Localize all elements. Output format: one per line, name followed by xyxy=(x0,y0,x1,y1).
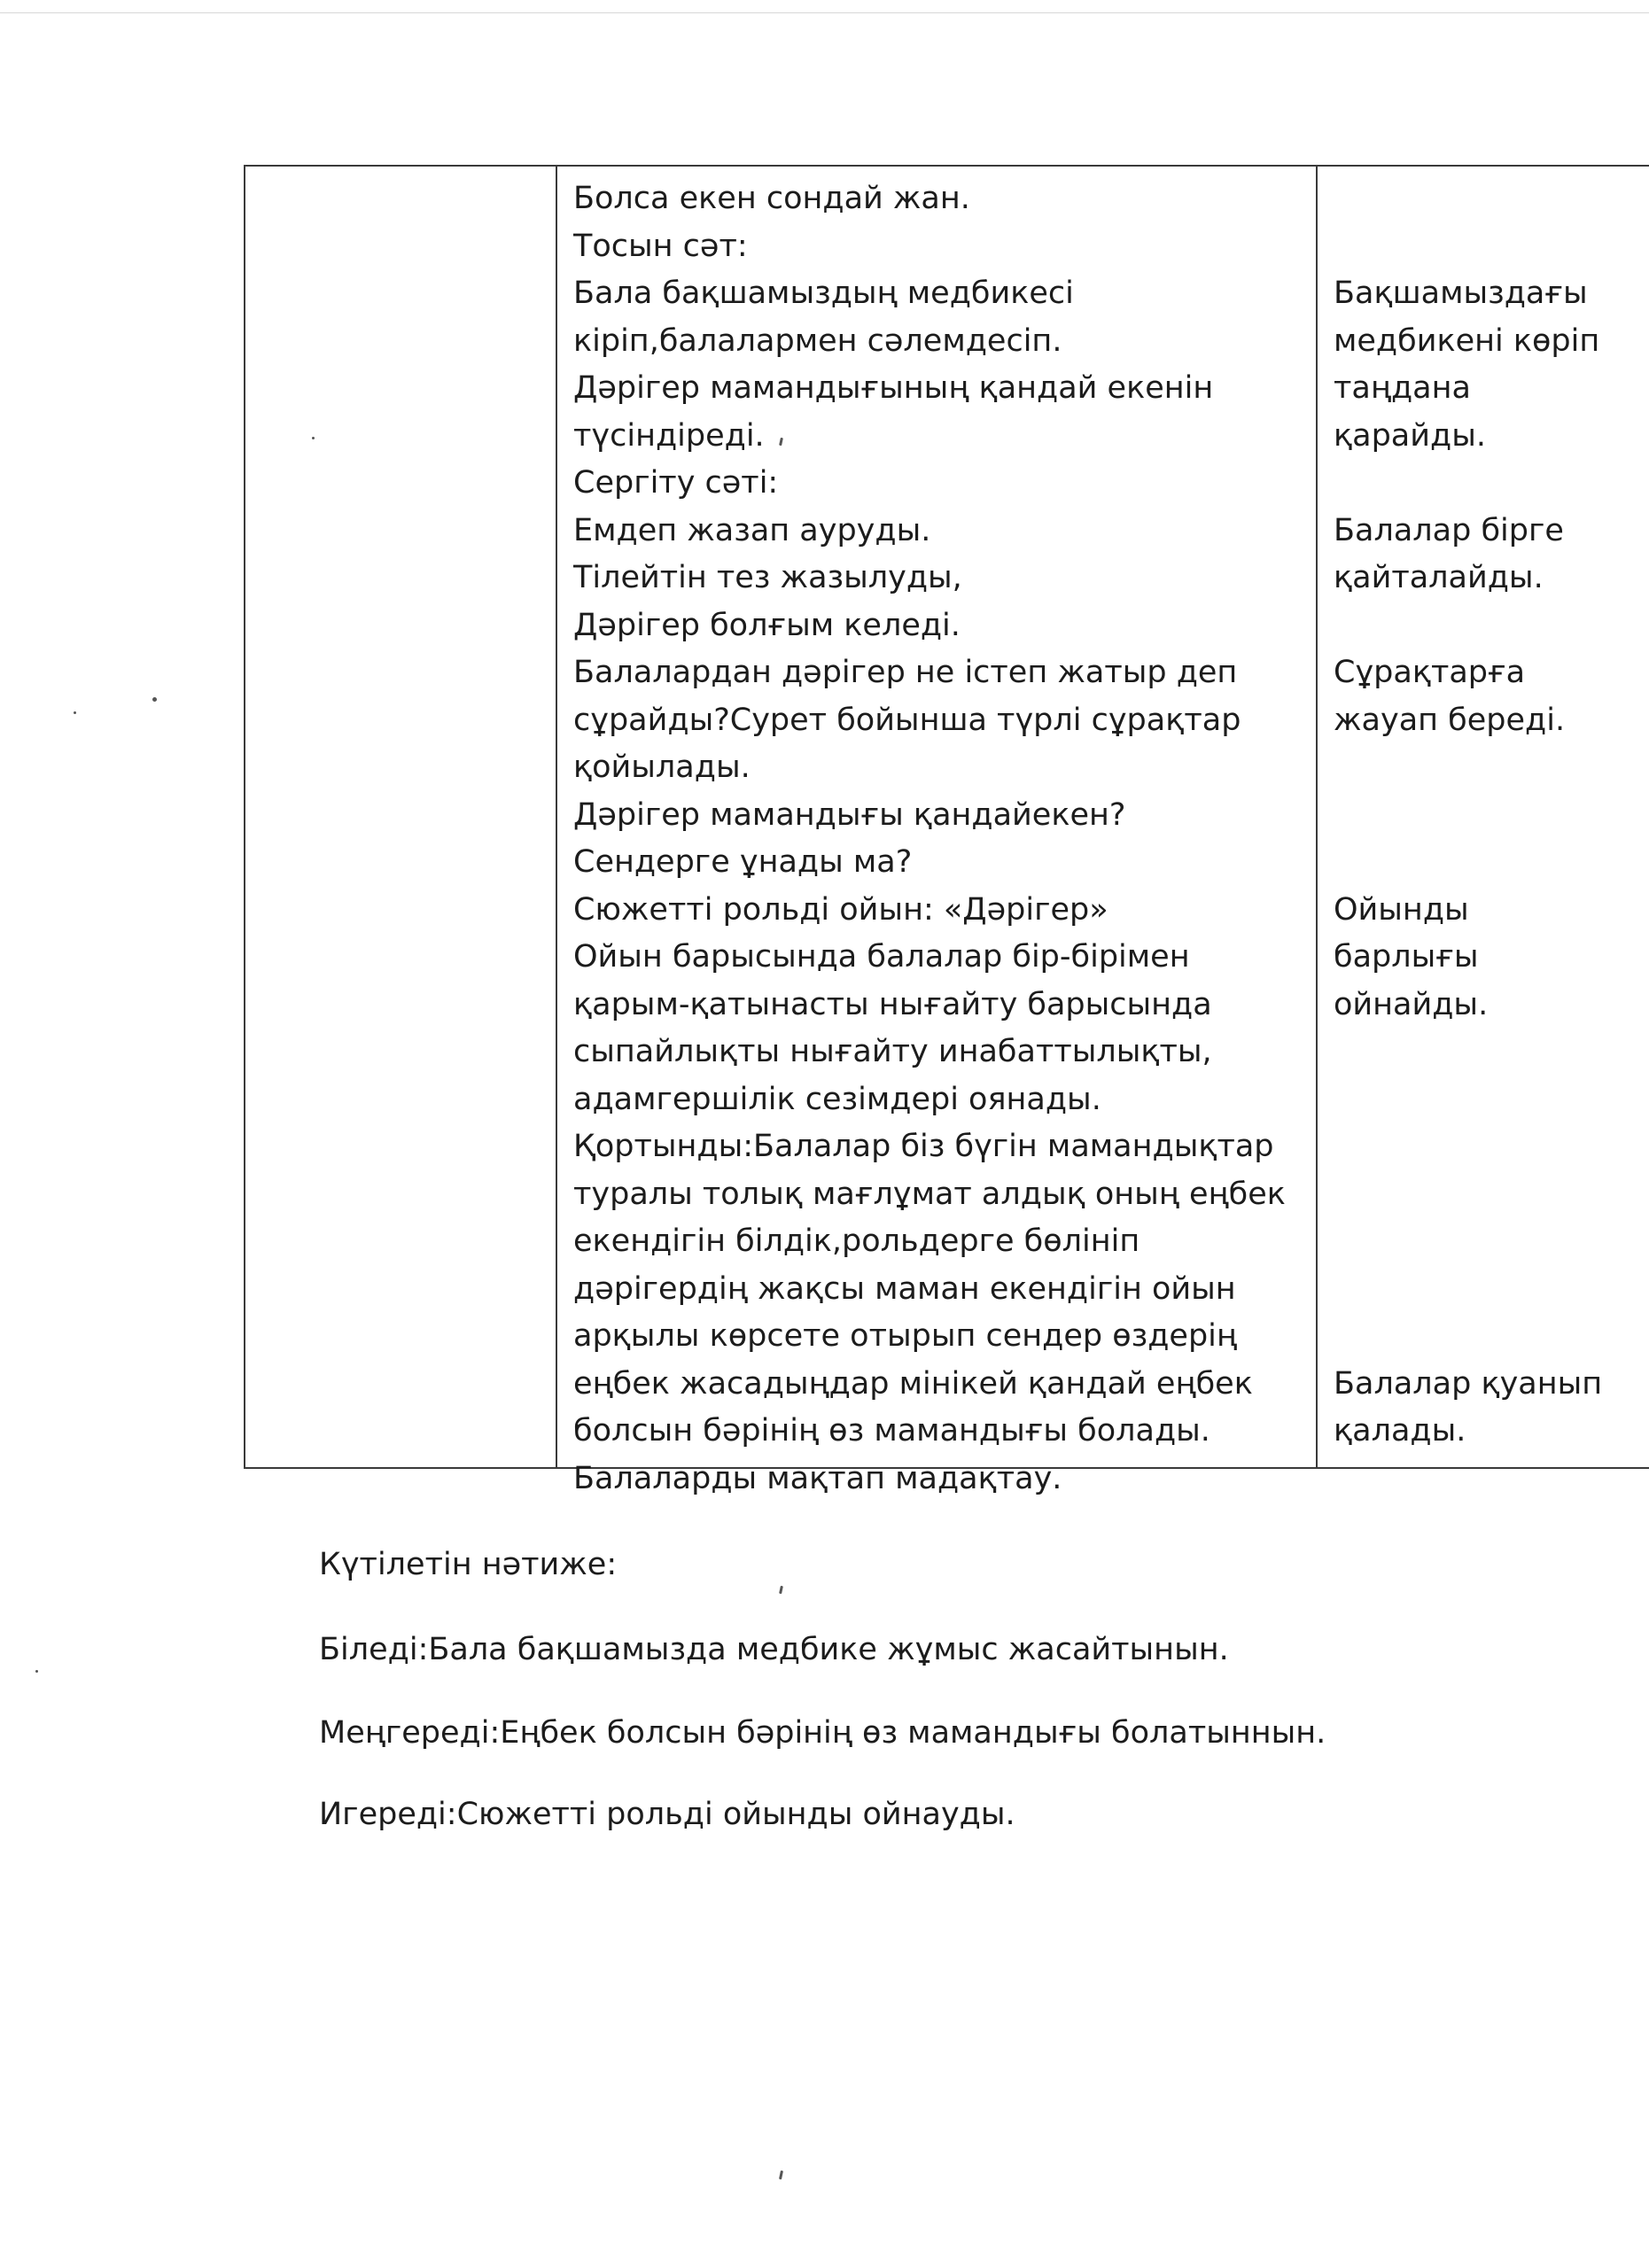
children-action-line xyxy=(1334,839,1649,887)
teacher-action-line: Болса екен сондай жан. xyxy=(573,181,970,216)
teacher-action-line: Дәрігер мамандығының қандай екенін xyxy=(573,370,1214,406)
teacher-action-line: Тілейтін тез жазылуды, xyxy=(573,560,962,595)
teacher-action-line: сұрайды?Сурет бойынша түрлі сұрақтар xyxy=(573,702,1241,738)
children-action-line xyxy=(1334,1218,1649,1266)
teacher-action-line: Дәрігер болғым келеді. xyxy=(573,607,961,643)
children-action-line: Ойынды xyxy=(1334,891,1469,928)
children-action-line xyxy=(1334,1266,1649,1314)
children-action-line xyxy=(1334,1456,1649,1503)
scan-speck xyxy=(779,2171,783,2179)
children-action-line: қайталайды. xyxy=(1334,560,1544,595)
teacher-action-line: еңбек жасадыңдар мінікей қандай еңбек xyxy=(573,1365,1253,1402)
children-action-line xyxy=(1334,1076,1649,1124)
teacher-action-line: түсіндіреді. xyxy=(573,417,765,454)
children-actions-cell xyxy=(1334,175,1649,1503)
teacher-action-line: Емдеп жазап ауруды. xyxy=(573,512,931,548)
teacher-action-line: Сюжетті рольді ойын: «Дәрігер» xyxy=(573,891,1108,928)
teacher-action-line: қарым-қатынасты нығайту барысында xyxy=(573,986,1212,1022)
children-action-line xyxy=(1334,1171,1649,1219)
children-action-line xyxy=(1334,602,1649,650)
scan-speck xyxy=(779,1586,783,1594)
teacher-action-line: Тосын сәт: xyxy=(573,228,748,264)
children-action-line xyxy=(1334,1313,1649,1361)
column-divider-right xyxy=(1316,167,1318,1467)
teacher-action-line: арқылы көрсете отырып сендер өздерің xyxy=(573,1318,1238,1354)
teacher-action-line: қойылады. xyxy=(573,750,751,785)
children-action-line: барлығы xyxy=(1334,939,1479,975)
children-action-line xyxy=(1334,223,1649,271)
teacher-action-line: Бала бақшамыздың медбикесі xyxy=(573,276,1074,311)
teacher-action-line: болсын бәрінің өз мамандығы болады. xyxy=(573,1413,1210,1449)
children-action-line: Сұрақтарға xyxy=(1334,655,1526,690)
children-action-line xyxy=(1334,1029,1649,1076)
teacher-action-line: туралы толық мағлұмат алдық оның еңбек xyxy=(573,1176,1286,1212)
teacher-action-line: Сергіту сәті: xyxy=(573,465,779,501)
teacher-action-line: екендігін білдік,рольдерге бөлініп xyxy=(573,1223,1140,1259)
children-action-line: Балалар қуанып xyxy=(1334,1365,1603,1402)
teacher-action-line: Сендерге ұнады ма? xyxy=(573,844,913,880)
children-action-line xyxy=(1334,460,1649,508)
teacher-action-line: Ойын барысында балалар бір-бірімен xyxy=(573,939,1190,975)
teacher-action-line: Балалардан дәрігер не істеп жатыр деп xyxy=(573,655,1238,690)
children-action-line xyxy=(1334,792,1649,840)
result-knows: Біледі:Бала бақшамызда медбике жұмыс жасайтынын. xyxy=(319,1632,1229,1667)
scan-speck xyxy=(74,711,76,714)
children-action-line: қарайды. xyxy=(1334,417,1486,454)
expected-results-title: Күтілетін нәтиже: xyxy=(319,1547,618,1582)
children-action-line xyxy=(1334,744,1649,792)
scan-speck xyxy=(152,697,157,702)
teacher-action-line: Қортынды:Балалар біз бүгін мамандықтар xyxy=(573,1129,1274,1164)
column-divider-left xyxy=(556,167,557,1467)
children-action-line: медбикені көріп xyxy=(1334,322,1600,359)
children-action-line xyxy=(1334,175,1649,223)
result-skills: Игереді:Сюжетті рольді ойынды ойнауды. xyxy=(319,1797,1015,1832)
lesson-table xyxy=(244,165,1649,1496)
children-action-line: Бақшамыздағы xyxy=(1334,276,1588,311)
teacher-action-line: сыпайлықты нығайту инабаттылықты, xyxy=(573,1034,1212,1069)
scan-speck xyxy=(35,1670,38,1673)
teacher-action-line: Балаларды мақтап мадақтау. xyxy=(573,1460,1062,1496)
teacher-action-line: кіріп,балалармен сәлемдесіп. xyxy=(573,322,1062,359)
teacher-action-line: Дәрігер мамандығы қандайекен? xyxy=(573,796,1126,833)
children-action-line: қалады. xyxy=(1334,1413,1466,1449)
scan-speck xyxy=(312,437,315,439)
children-action-line xyxy=(1334,1123,1649,1171)
result-masters: Меңгереді:Еңбек болсын бәрінің өз мамандығы болатыннын. xyxy=(319,1715,1326,1751)
teacher-action-line: адамгершілік сезімдері оянады. xyxy=(573,1081,1101,1117)
teacher-action-line: дәрігердің жақсы маман екендігін ойын xyxy=(573,1270,1236,1307)
scan-edge-line xyxy=(0,12,1649,13)
children-action-line: жауап береді. xyxy=(1334,702,1566,738)
children-action-line: ойнайды. xyxy=(1334,986,1489,1022)
teacher-actions-cell xyxy=(573,175,1309,1503)
children-action-line: таңдана xyxy=(1334,370,1471,406)
children-action-line: Балалар бірге xyxy=(1334,512,1564,548)
